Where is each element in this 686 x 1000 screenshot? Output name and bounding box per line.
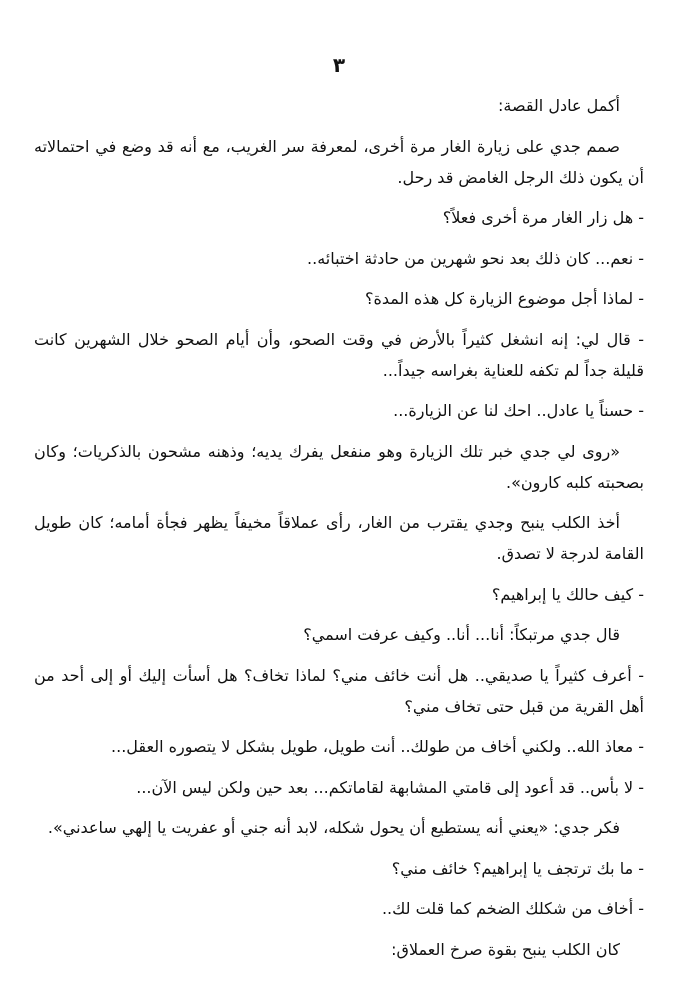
paragraph-4: أخذ الكلب ينبح وجدي يقترب من الغار، رأى عملاقاً مخيفاً يظهر فجأة أمامه؛ كان طويل القامة لدرجة لا تصدق. [34, 513, 644, 563]
paragraph-1: أكمل عادل القصة: [497, 96, 620, 115]
dialogue-line-7: - أعرف كثيراً يا صديقي.. هل أنت خائف مني؟ لماذا تخاف؟ هل أسأت إليك أو إلى أحد من أهل القرية من قبل حتى تخاف مني؟ [34, 665, 644, 716]
paragraph-7: كان الكلب ينبح بقوة صرخ العملاق: [391, 939, 620, 959]
paragraph-5: قال جدي مرتبكاً: أنا... أنا.. وكيف عرفت اسمي؟ [303, 625, 620, 644]
dialogue-line-8: - معاذ الله.. ولكني أخاف من طولك.. أنت طويل، طويل بشكل لا يتصوره العقل... [111, 737, 644, 756]
dialogue-line-6: - كيف حالك يا إبراهيم؟ [491, 584, 644, 604]
dialogue-line-3: - لماذا أجل موضوع الزيارة كل هذه المدة؟ [364, 289, 644, 308]
dialogue-line-11: - أخاف من شكلك الضخم كما قلت لك.. [381, 899, 644, 918]
dialogue-line-9: - لا بأس.. قد أعود إلى قامتي المشابهة لقاماتكم... بعد حين ولكن ليس الآن... [136, 777, 644, 797]
dialogue-line-5: - حسناً يا عادل.. احك لنا عن الزيارة... [393, 401, 644, 420]
dialogue-line-2: - نعم... كان ذلك بعد نحو شهرين من حادثة اختبائه.. [307, 248, 644, 268]
paragraph-2: صمم جدي على زيارة الغار مرة أخرى، لمعرفة سر الغريب، مع أنه قد وضع في احتمالاته أن يكون ذلك الرجل الغامض قد رحل. [34, 136, 644, 187]
dialogue-line-10: - ما بك ترتجف يا إبراهيم؟ خائف مني؟ [391, 858, 644, 878]
paragraph-3: «روى لي جدي خبر تلك الزيارة وهو منفعل يفرك يديه؛ وذهنه مشحون بالذكريات؛ وكان بصحبته كلبه كارون». [34, 441, 644, 492]
page-number: ٣ [332, 53, 346, 77]
dialogue-line-1: - هل زار الغار مرة أخرى فعلاً؟ [442, 208, 644, 227]
paragraph-6: فكر جدي: «يعني أنه يستطيع أن يحول شكله، لابد أنه جني أو عفريت يا إلهي ساعدني». [47, 818, 620, 837]
dialogue-line-4: - قال لي: إنه انشغل كثيراً بالأرض في وقت الصحو، وأن أيام الصحو خلال الشهرين كانت قليلة جداً لم تكفه للعناية بغراسه جيداً... [34, 329, 644, 380]
